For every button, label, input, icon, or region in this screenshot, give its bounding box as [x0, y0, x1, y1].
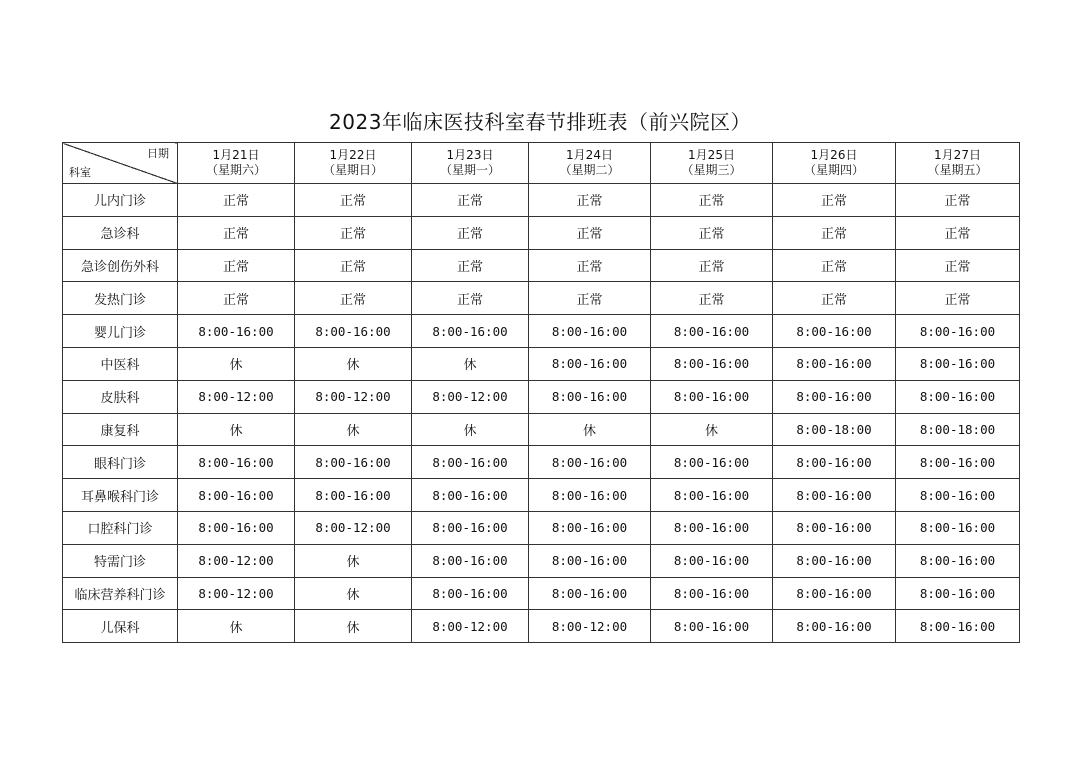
schedule-cell: 8:00-16:00 — [178, 315, 295, 348]
schedule-cell: 8:00-16:00 — [529, 315, 651, 348]
weekday-label: （星期五） — [927, 163, 988, 177]
schedule-cell: 8:00-16:00 — [651, 610, 773, 643]
weekday-label: （星期四） — [803, 163, 864, 177]
weekday-label: （星期日） — [322, 163, 383, 177]
department-cell: 儿内门诊 — [63, 184, 178, 217]
schedule-cell: 休 — [295, 347, 412, 380]
schedule-cell: 8:00-16:00 — [896, 380, 1020, 413]
date-header-cell — [295, 143, 412, 184]
corner-dept-label: 科室 — [69, 166, 91, 179]
schedule-cell: 正常 — [651, 282, 773, 315]
schedule-cell: 8:00-16:00 — [295, 446, 412, 479]
schedule-cell: 8:00-16:00 — [412, 577, 529, 610]
schedule-cell: 休 — [178, 413, 295, 446]
department-cell: 特需门诊 — [63, 544, 178, 577]
date-header-cell — [896, 143, 1020, 184]
department-cell: 皮肤科 — [63, 380, 178, 413]
schedule-cell: 8:00-16:00 — [178, 479, 295, 512]
department-cell: 眼科门诊 — [63, 446, 178, 479]
department-cell: 口腔科门诊 — [63, 511, 178, 544]
schedule-cell: 8:00-16:00 — [896, 610, 1020, 643]
date-label: 1月25日 — [688, 148, 735, 162]
schedule-cell: 8:00-16:00 — [651, 479, 773, 512]
schedule-cell: 8:00-16:00 — [896, 577, 1020, 610]
schedule-cell: 休 — [295, 544, 412, 577]
date-header-cell — [412, 143, 529, 184]
schedule-cell: 8:00-16:00 — [896, 511, 1020, 544]
schedule-cell: 正常 — [178, 184, 295, 217]
schedule-cell: 休 — [295, 413, 412, 446]
schedule-cell: 休 — [412, 413, 529, 446]
date-label: 1月26日 — [810, 148, 858, 162]
weekday-label: （星期一） — [439, 163, 500, 177]
department-cell: 儿保科 — [63, 610, 178, 643]
schedule-cell: 正常 — [529, 282, 651, 315]
schedule-cell: 正常 — [896, 216, 1020, 249]
schedule-cell: 8:00-16:00 — [651, 577, 773, 610]
schedule-cell: 正常 — [896, 184, 1020, 217]
schedule-cell: 8:00-16:00 — [773, 610, 896, 643]
schedule-cell: 正常 — [529, 249, 651, 282]
schedule-cell: 休 — [529, 413, 651, 446]
schedule-cell: 正常 — [529, 216, 651, 249]
table-row — [63, 315, 1020, 348]
schedule-cell: 8:00-16:00 — [412, 315, 529, 348]
table-row — [63, 577, 1020, 610]
schedule-cell: 8:00-16:00 — [651, 315, 773, 348]
schedule-cell: 8:00-18:00 — [896, 413, 1020, 446]
schedule-cell: 8:00-12:00 — [412, 380, 529, 413]
table-row — [63, 347, 1020, 380]
department-cell: 耳鼻喉科门诊 — [63, 479, 178, 512]
schedule-cell: 8:00-16:00 — [529, 479, 651, 512]
schedule-cell: 正常 — [178, 216, 295, 249]
schedule-cell: 正常 — [529, 184, 651, 217]
schedule-cell: 正常 — [773, 184, 896, 217]
date-label: 1月24日 — [566, 148, 613, 162]
schedule-cell: 8:00-16:00 — [651, 544, 773, 577]
schedule-cell: 8:00-16:00 — [529, 446, 651, 479]
schedule-cell: 休 — [651, 413, 773, 446]
header-row — [63, 143, 1020, 184]
table-row — [63, 184, 1020, 217]
table-row — [63, 446, 1020, 479]
date-label: 1月21日 — [212, 148, 260, 162]
schedule-cell: 正常 — [412, 184, 529, 217]
schedule-cell: 8:00-16:00 — [529, 511, 651, 544]
schedule-cell: 8:00-16:00 — [773, 479, 896, 512]
date-header-cell — [773, 143, 896, 184]
schedule-cell: 8:00-16:00 — [896, 446, 1020, 479]
schedule-cell: 正常 — [773, 249, 896, 282]
schedule-cell: 8:00-16:00 — [295, 479, 412, 512]
table-row — [63, 413, 1020, 446]
department-cell: 康复科 — [63, 413, 178, 446]
schedule-cell: 休 — [295, 610, 412, 643]
schedule-cell: 8:00-12:00 — [178, 577, 295, 610]
schedule-cell: 正常 — [295, 216, 412, 249]
schedule-cell: 8:00-12:00 — [178, 544, 295, 577]
table-header — [63, 143, 1020, 184]
date-label: 1月22日 — [329, 148, 377, 162]
schedule-cell: 正常 — [773, 282, 896, 315]
schedule-cell: 休 — [178, 347, 295, 380]
table-row — [63, 380, 1020, 413]
schedule-cell: 正常 — [651, 184, 773, 217]
schedule-cell: 8:00-16:00 — [651, 511, 773, 544]
corner-date-label: 日期 — [147, 147, 169, 160]
date-label: 1月23日 — [446, 148, 494, 162]
schedule-cell: 正常 — [896, 249, 1020, 282]
weekday-label: （星期三） — [681, 163, 742, 177]
schedule-table — [62, 142, 1020, 643]
schedule-cell: 休 — [178, 610, 295, 643]
date-header-cell — [529, 143, 651, 184]
schedule-cell: 8:00-16:00 — [412, 544, 529, 577]
schedule-cell: 8:00-16:00 — [773, 380, 896, 413]
department-cell: 急诊科 — [63, 216, 178, 249]
schedule-cell: 8:00-16:00 — [773, 315, 896, 348]
date-header-cell — [651, 143, 773, 184]
schedule-cell: 正常 — [651, 216, 773, 249]
schedule-cell: 正常 — [178, 282, 295, 315]
schedule-cell: 8:00-16:00 — [651, 380, 773, 413]
schedule-cell: 8:00-16:00 — [773, 511, 896, 544]
department-cell: 婴儿门诊 — [63, 315, 178, 348]
schedule-cell: 8:00-16:00 — [412, 446, 529, 479]
schedule-cell: 8:00-16:00 — [412, 479, 529, 512]
schedule-cell: 8:00-12:00 — [295, 380, 412, 413]
table-row — [63, 544, 1020, 577]
schedule-cell: 8:00-16:00 — [651, 347, 773, 380]
schedule-cell: 8:00-16:00 — [896, 544, 1020, 577]
schedule-cell: 8:00-16:00 — [529, 347, 651, 380]
schedule-cell: 8:00-16:00 — [529, 380, 651, 413]
department-cell: 中医科 — [63, 347, 178, 380]
schedule-cell: 正常 — [412, 282, 529, 315]
schedule-cell: 8:00-16:00 — [178, 446, 295, 479]
schedule-cell: 8:00-16:00 — [896, 479, 1020, 512]
department-cell: 发热门诊 — [63, 282, 178, 315]
schedule-cell: 正常 — [295, 282, 412, 315]
schedule-cell: 8:00-16:00 — [651, 446, 773, 479]
schedule-cell: 8:00-16:00 — [773, 446, 896, 479]
schedule-cell: 8:00-16:00 — [773, 577, 896, 610]
schedule-cell: 休 — [295, 577, 412, 610]
schedule-cell: 8:00-16:00 — [412, 511, 529, 544]
schedule-cell: 8:00-12:00 — [529, 610, 651, 643]
department-cell: 临床营养科门诊 — [63, 577, 178, 610]
schedule-cell: 8:00-16:00 — [773, 347, 896, 380]
table-row — [63, 610, 1020, 643]
table-row — [63, 282, 1020, 315]
schedule-cell: 8:00-16:00 — [896, 347, 1020, 380]
schedule-cell: 正常 — [295, 249, 412, 282]
table-body — [63, 184, 1020, 643]
table-row — [63, 511, 1020, 544]
table-row — [63, 249, 1020, 282]
table-row — [63, 479, 1020, 512]
date-label: 1月27日 — [934, 148, 981, 162]
schedule-cell: 8:00-16:00 — [178, 511, 295, 544]
schedule-cell: 8:00-16:00 — [529, 544, 651, 577]
schedule-cell: 正常 — [773, 216, 896, 249]
date-header-cell — [178, 143, 295, 184]
schedule-cell: 8:00-12:00 — [412, 610, 529, 643]
department-cell: 急诊创伤外科 — [63, 249, 178, 282]
table-row — [63, 216, 1020, 249]
schedule-cell: 正常 — [412, 249, 529, 282]
schedule-cell: 8:00-16:00 — [529, 577, 651, 610]
schedule-cell: 8:00-18:00 — [773, 413, 896, 446]
weekday-label: （星期二） — [559, 163, 620, 177]
schedule-cell: 正常 — [178, 249, 295, 282]
schedule-cell: 8:00-12:00 — [178, 380, 295, 413]
schedule-cell: 正常 — [651, 249, 773, 282]
schedule-cell: 8:00-16:00 — [896, 315, 1020, 348]
schedule-cell: 8:00-16:00 — [295, 315, 412, 348]
schedule-cell: 正常 — [896, 282, 1020, 315]
schedule-cell: 正常 — [295, 184, 412, 217]
corner-header-cell — [63, 143, 178, 184]
weekday-label: （星期六） — [205, 163, 266, 177]
schedule-cell: 8:00-12:00 — [295, 511, 412, 544]
page-title: 2023年临床医技科室春节排班表（前兴院区） — [329, 110, 751, 134]
schedule-cell: 休 — [412, 347, 529, 380]
schedule-cell: 正常 — [412, 216, 529, 249]
schedule-cell: 8:00-16:00 — [773, 544, 896, 577]
